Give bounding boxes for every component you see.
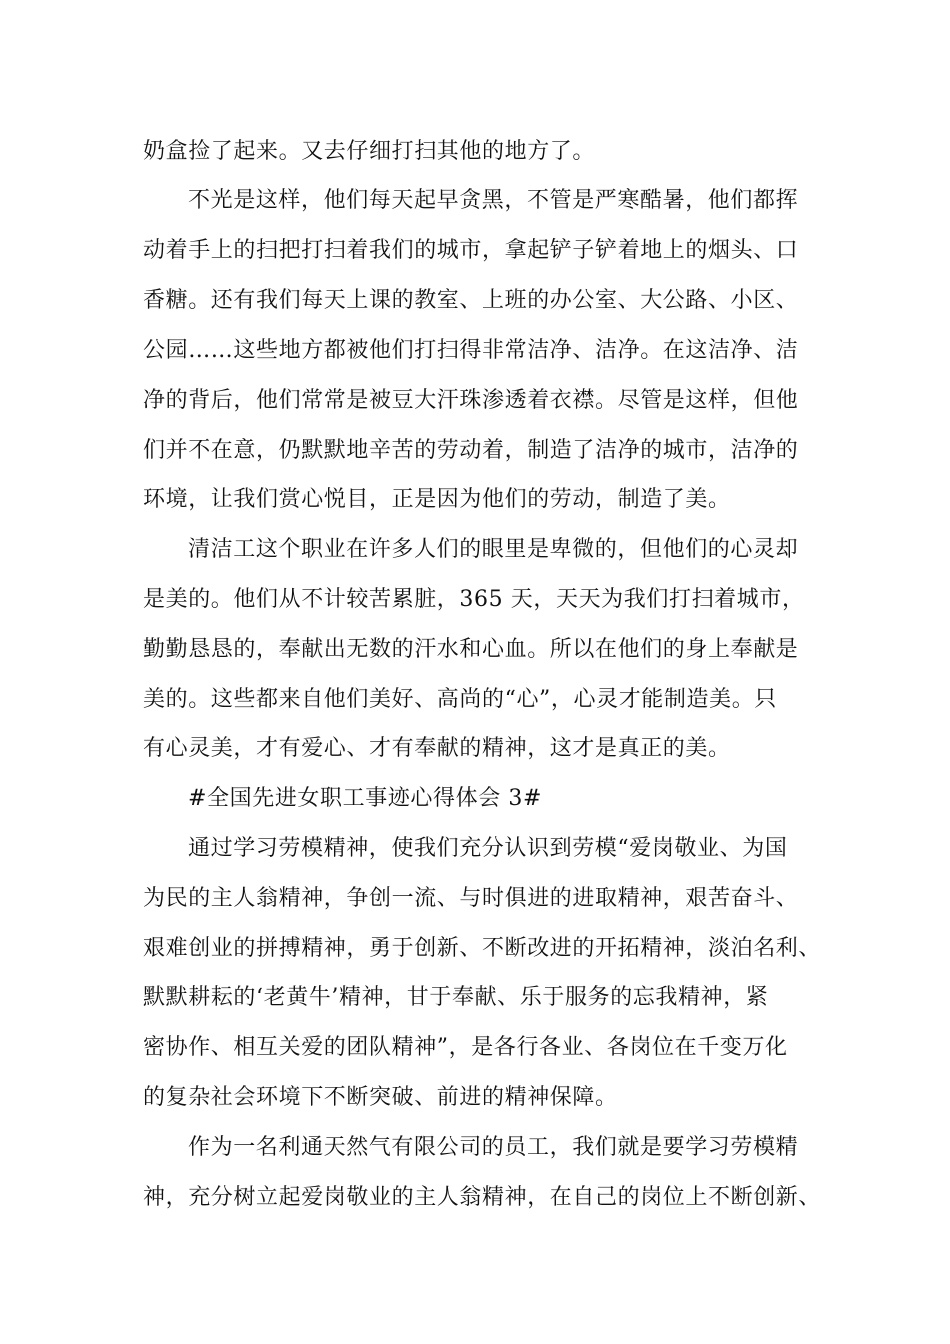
text-line: 的复杂社会环境下不断突破、前进的精神保障。 xyxy=(143,1085,618,1110)
paragraph-first-line: 清洁工这个职业在许多人们的眼里是卑微的，但他们的心灵却 xyxy=(188,537,799,562)
text-line: 艰难创业的拼搏精神，勇于创新、不断改进的开拓精神，淡泊名利、 xyxy=(143,936,822,961)
text-line: 默默耕耘的‘老黄牛’精神，甘于奉献、乐于服务的忘我精神，紧 xyxy=(143,985,769,1010)
paragraph-first-line: 作为一名利通天然气有限公司的员工，我们就是要学习劳模精 xyxy=(188,1135,799,1160)
text-line: 是美的。他们从不计较苦累脏，365 天，天天为我们打扫着城市， xyxy=(143,587,805,612)
paragraph-first-line: 通过学习劳模精神，使我们充分认识到劳模“爱岗敬业、为国 xyxy=(188,836,788,861)
text-line: 美的。这些都来自他们美好、高尚的“心”，心灵才能制造美。只 xyxy=(143,687,777,712)
text-line: 密协作、相互关爱的团队精神”，是各行各业、各岗位在千变万化 xyxy=(143,1035,788,1060)
text-line: 环境，让我们赏心悦目，正是因为他们的劳动，制造了美。 xyxy=(143,487,731,512)
paragraph-first-line: 不光是这样，他们每天起早贪黑，不管是严寒酷暑，他们都挥 xyxy=(188,188,799,213)
text-line: 为民的主人翁精神，争创一流、与时俱进的进取精神，艰苦奋斗、 xyxy=(143,886,799,911)
text-line: 有心灵美，才有爱心、才有奉献的精神，这才是真正的美。 xyxy=(143,736,731,761)
text-line: 勤勤恳恳的，奉献出无数的汗水和心血。所以在他们的身上奉献是 xyxy=(143,637,799,662)
text-line: 香糖。还有我们每天上课的教室、上班的办公室、大公路、小区、 xyxy=(143,288,799,313)
text-line: 动着手上的扫把打扫着我们的城市，拿起铲子铲着地上的烟头、口 xyxy=(143,238,799,263)
text-line: 们并不在意，仍默默地辛苦的劳动着，制造了洁净的城市，洁净的 xyxy=(143,438,799,463)
text-line: 净的背后，他们常常是被豆大汗珠渗透着衣襟。尽管是这样，但他 xyxy=(143,388,799,413)
text-line: 神，充分树立起爱岗敬业的主人翁精神，在自己的岗位上不断创新、 xyxy=(143,1185,822,1210)
section-heading: #全国先进女职工事迹心得体会 3# xyxy=(188,786,543,811)
text-line: 公园……这些地方都被他们打扫得非常洁净、洁净。在这洁净、洁 xyxy=(143,338,799,363)
text-line: 奶盒捡了起来。又去仔细打扫其他的地方了。 xyxy=(143,139,596,164)
